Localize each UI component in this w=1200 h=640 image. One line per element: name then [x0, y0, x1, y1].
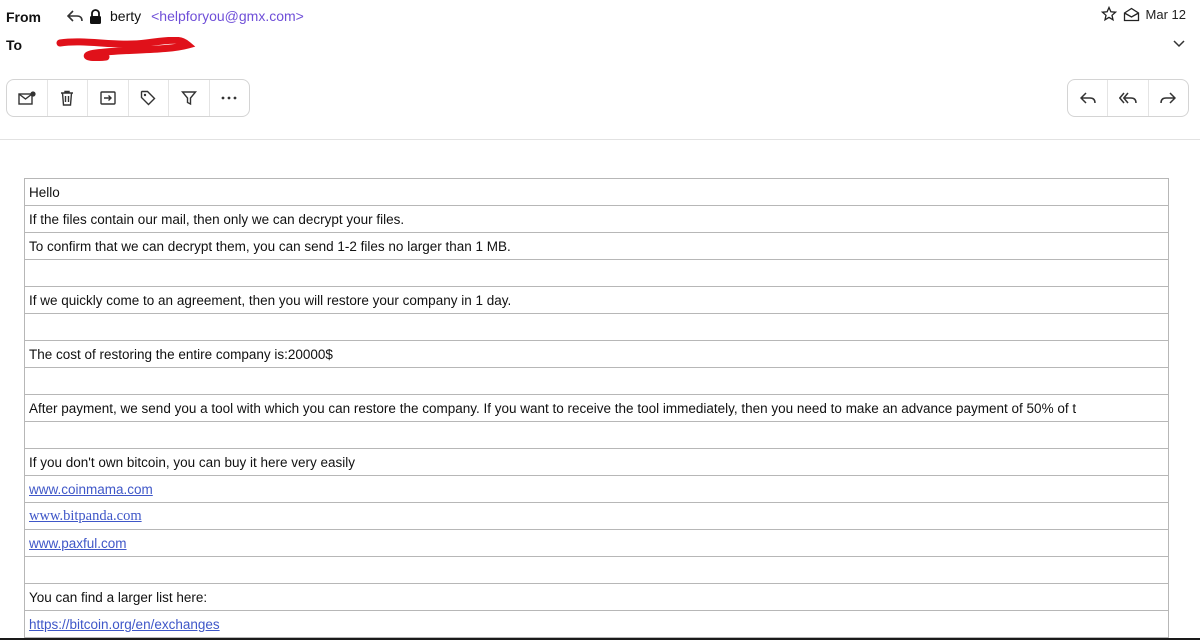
- message-link[interactable]: www.coinmama.com: [29, 481, 153, 497]
- from-label: From: [6, 9, 41, 25]
- message-toolbar: [6, 79, 250, 117]
- move-to-folder-icon: [100, 91, 116, 105]
- reply-all-icon: [1119, 91, 1137, 105]
- header-divider: [0, 139, 1200, 140]
- filter-icon: [181, 90, 197, 106]
- message-link[interactable]: www.paxful.com: [29, 535, 127, 551]
- redaction-scribble: [56, 37, 196, 66]
- envelope-open-icon[interactable]: [1123, 7, 1140, 22]
- message-text-cell: The cost of restoring the entire company is:20000$: [25, 341, 1169, 368]
- tag-button[interactable]: [128, 80, 169, 116]
- message-line: [25, 422, 1169, 449]
- chevron-down-icon[interactable]: [1172, 38, 1186, 48]
- message-line: [25, 449, 1169, 476]
- more-icon: [221, 96, 237, 100]
- message-text-cell: After payment, we send you a tool with which you can restore the company. If you want to receive the tool immediately, then you need to make an advance payment of 50% of t: [25, 395, 1169, 422]
- message-line: [25, 395, 1169, 422]
- message-line: [25, 314, 1169, 341]
- mark-unread-icon: [18, 91, 36, 105]
- reply-toolbar: [1067, 79, 1189, 117]
- tag-icon: [140, 90, 156, 106]
- sender-name[interactable]: berty: [110, 8, 142, 24]
- star-icon[interactable]: [1101, 6, 1117, 22]
- message-line: [25, 476, 1169, 503]
- message-line: [25, 233, 1169, 260]
- message-text-cell: [25, 368, 1169, 395]
- message-line: [25, 341, 1169, 368]
- message-text-cell: [25, 260, 1169, 287]
- message-line: [25, 530, 1169, 557]
- lock-icon: [89, 9, 102, 24]
- message-text-cell: [25, 314, 1169, 341]
- more-button[interactable]: [209, 80, 250, 116]
- message-line: [25, 179, 1169, 206]
- delete-button[interactable]: [47, 80, 88, 116]
- message-line: [25, 611, 1169, 638]
- trash-icon: [60, 90, 74, 106]
- forward-button[interactable]: [1148, 80, 1188, 116]
- forward-icon: [1160, 91, 1176, 105]
- date-label: Mar 12: [1145, 6, 1186, 22]
- move-button[interactable]: [87, 80, 128, 116]
- message-text-cell: [25, 557, 1169, 584]
- message-text-cell: You can find a larger list here:: [25, 584, 1169, 611]
- message-line: [25, 557, 1169, 584]
- message-text-cell: If we quickly come to an agreement, then you will restore your company in 1 day.: [25, 287, 1169, 314]
- message-line: [25, 206, 1169, 233]
- message-line: [25, 368, 1169, 395]
- message-link-cell: [25, 530, 1169, 557]
- filter-button[interactable]: [168, 80, 209, 116]
- message-link[interactable]: https://bitcoin.org/en/exchanges: [29, 616, 220, 632]
- message-text-cell: If the files contain our mail, then only we can decrypt your files.: [25, 206, 1169, 233]
- reply-arrow-icon: [67, 9, 83, 23]
- reply-all-button[interactable]: [1107, 80, 1147, 116]
- message-text-cell: Hello: [25, 179, 1169, 206]
- to-label: To: [6, 37, 23, 53]
- reply-icon: [1080, 91, 1096, 105]
- sender-line: [67, 8, 304, 24]
- message-body-table: [24, 178, 1169, 638]
- message-line: [25, 584, 1169, 611]
- message-line: [25, 260, 1169, 287]
- header-actions: [1101, 6, 1186, 22]
- message-line: [25, 287, 1169, 314]
- message-text-cell: To confirm that we can decrypt them, you can send 1-2 files no larger than 1 MB.: [25, 233, 1169, 260]
- message-text-cell: [25, 422, 1169, 449]
- message-link-cell: [25, 503, 1169, 530]
- mark-unread-button[interactable]: [7, 80, 47, 116]
- message-link-cell: [25, 476, 1169, 503]
- message-text-cell: If you don't own bitcoin, you can buy it here very easily: [25, 449, 1169, 476]
- message-link-cell: [25, 611, 1169, 638]
- message-line: [25, 503, 1169, 530]
- reply-button[interactable]: [1068, 80, 1107, 116]
- message-link[interactable]: www.bitpanda.com: [29, 507, 142, 524]
- sender-email[interactable]: <helpforyou@gmx.com>: [151, 8, 304, 24]
